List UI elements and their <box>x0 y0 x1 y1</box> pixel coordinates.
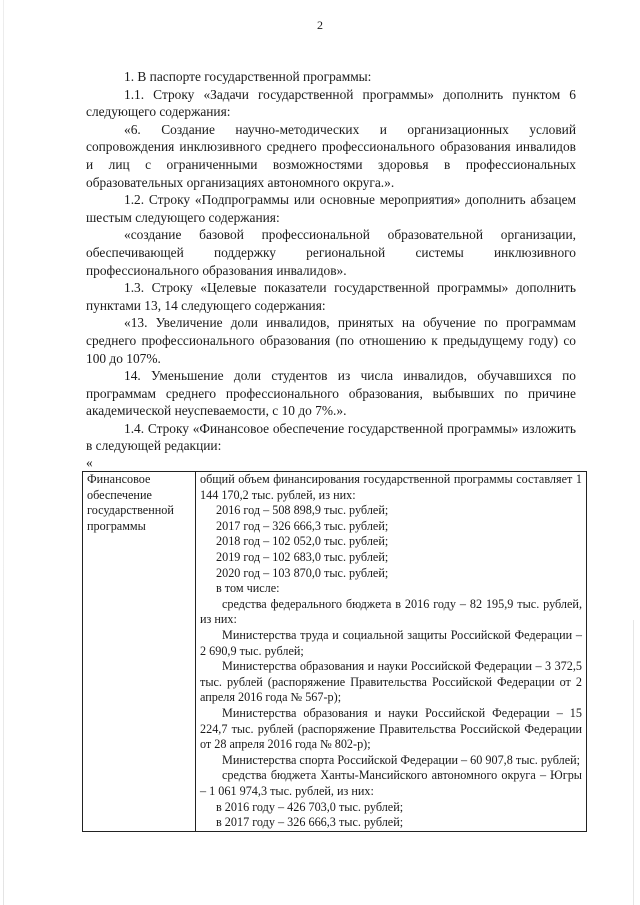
table-line: 2016 год – 508 898,9 тыс. рублей; <box>216 503 389 518</box>
paragraph: «создание базовой профессиональной образовательной организации, обеспечивающей поддержку региональной системы инклюзивного профессионального образования инвалидов». <box>86 227 576 278</box>
table-line: Министерства образования и науки Российской Федерации – 3 372,5 тыс. рублей (распоряжение Правительства Российской Федерации от 2 апреля 2016 года № 567-р); <box>200 659 582 705</box>
table-line: 2020 год – 103 870,0 тыс. рублей; <box>216 565 389 580</box>
table-line: общий объем финансирования государственной программы составляет 1 144 170,2 тыс. рублей, из них: <box>200 472 582 502</box>
paragraph: 1. В паспорте государственной программы: <box>124 69 372 84</box>
paragraph: 14. Уменьшение доли студентов из числа инвалидов, обучавшихся по программам среднего профессионального образования, выбывших по причине академической неуспеваемости, с 10 до 7%.». <box>86 368 576 419</box>
table-cell-label: Финансовое обеспечение государственной программы <box>83 472 196 832</box>
paragraph: 1.2. Строку «Подпрограммы или основные мероприятия» дополнить абзацем шестым следующего содержания: <box>86 192 576 225</box>
page-number: 2 <box>317 18 323 32</box>
table-line: в 2016 году – 426 703,0 тыс. рублей; <box>216 799 404 814</box>
table-line: в том числе: <box>216 581 280 596</box>
table-line: Министерства труда и социальной защиты Российской Федерации – 2 690,9 тыс. рублей; <box>200 628 582 658</box>
scan-edge <box>633 620 634 905</box>
paragraph: 1.1. Строку «Задачи государственной программы» дополнить пунктом 6 следующего содержания: <box>86 86 576 120</box>
document-body <box>86 68 582 832</box>
opening-quote: « <box>86 455 93 471</box>
table-cell-content <box>196 472 587 832</box>
table-line: средства бюджета Ханты-Мансийского автономного округа – Югры – 1 061 974,3 тыс. рублей, из них: <box>200 768 582 798</box>
paragraph: «6. Создание научно-методических и организационных условий сопровождения инклюзивного среднего профессионального образования инвалидов и лиц с ограниченными возможностями здоровья в профессиональных образовательных организациях автономного округа.». <box>86 121 576 190</box>
paragraph: «13. Увеличение доли инвалидов, принятых на обучение по программам среднего профессионального образования (по отношению к предыдущему году) со 100 до 107%. <box>86 315 576 366</box>
table-line: 2017 год – 326 666,3 тыс. рублей; <box>216 518 389 533</box>
table-line: в 2017 году – 326 666,3 тыс. рублей; <box>216 815 404 830</box>
table-line: Министерства спорта Российской Федерации – 60 907,8 тыс. рублей; <box>222 752 581 767</box>
table-line: 2018 год – 102 052,0 тыс. рублей; <box>216 534 389 549</box>
table-line: Министерства образования и науки Российской Федерации – 15 224,7 тыс. рублей (распоряжение Правительства Российской Федерации от 28 апреля 2016 года № 802-р); <box>200 705 582 752</box>
table-row <box>83 472 587 832</box>
paragraph: 1.4. Строку «Финансовое обеспечение государственной программы» изложить в следующей редакции: <box>86 420 576 454</box>
table-line: 2019 год – 102 683,0 тыс. рублей; <box>216 550 389 565</box>
scan-edge <box>3 0 4 905</box>
paragraph: 1.3. Строку «Целевые показатели государственной программы» дополнить пунктами 13, 14 следующего содержания: <box>86 280 576 313</box>
financing-table <box>82 471 587 832</box>
table-line: средства федерального бюджета в 2016 году – 82 195,9 тыс. рублей, из них: <box>200 596 582 627</box>
